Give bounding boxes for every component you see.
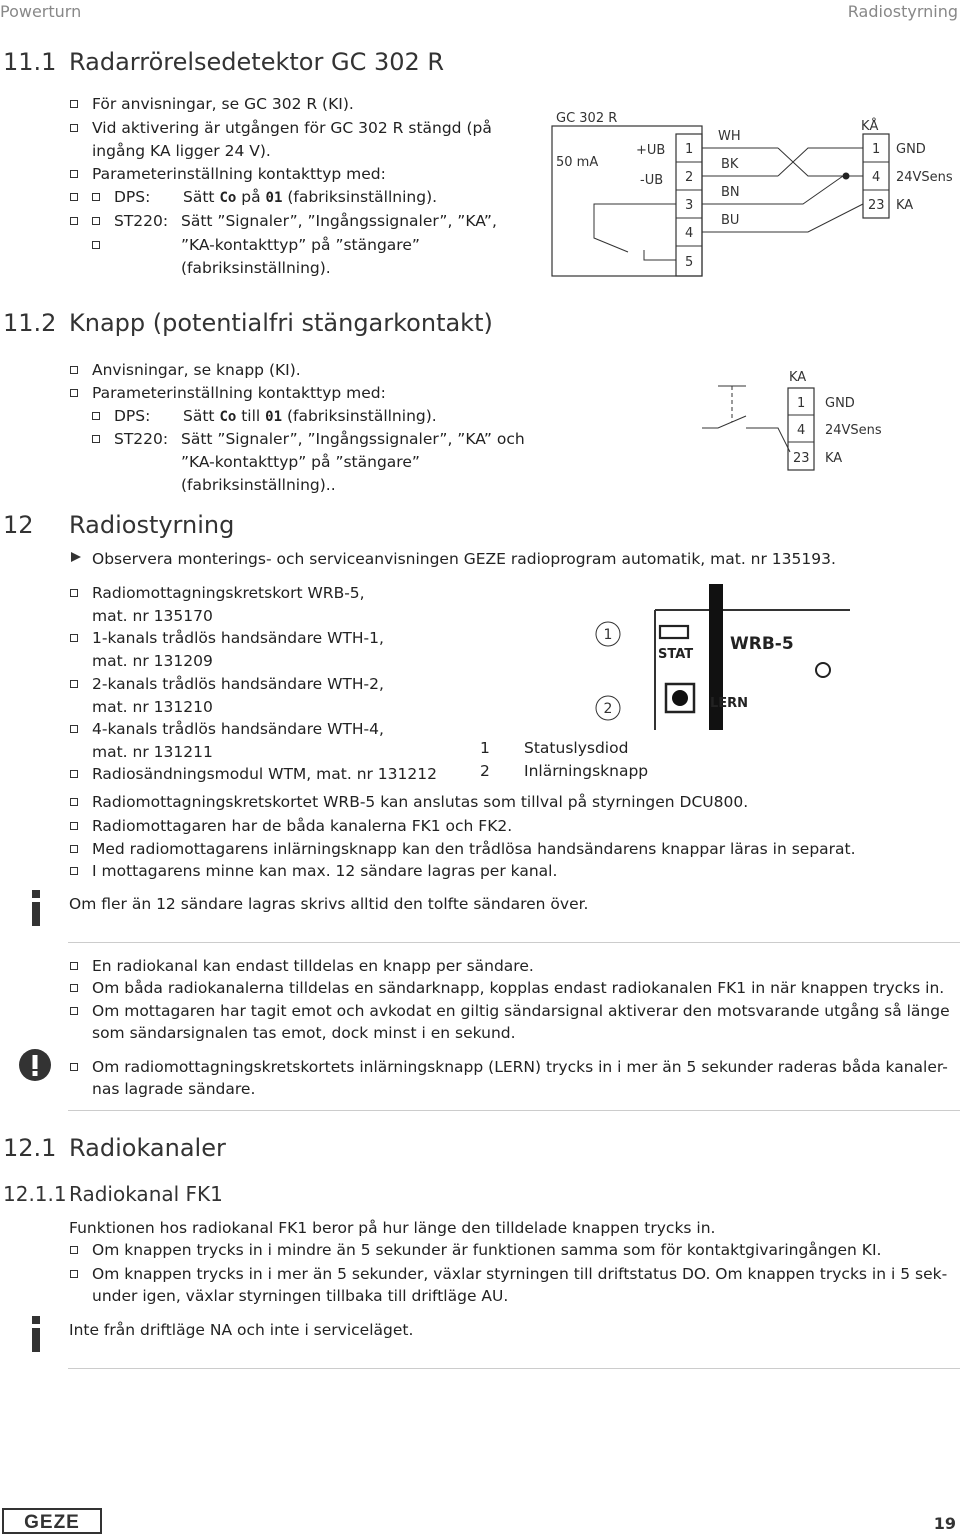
ka-signal-label: GND xyxy=(825,396,855,411)
lern-label: LERN xyxy=(710,696,749,711)
ka-head-label: KÅ xyxy=(861,119,879,134)
bullet-text: Med radiomottagarens inlärningsknapp kan den trådlösa handsändarens knappar läras in separat. xyxy=(92,840,856,858)
bullet-text: Parameterinställning kontakttyp med: xyxy=(92,384,386,402)
board-name-label: WRB-5 xyxy=(730,634,794,654)
bullet-text: Om båda radiokanalerna tilldelas en sändarknapp, kopplas endast radiokanalen FK1 in när knappen trycks in. xyxy=(92,979,945,997)
pin-label: 4 xyxy=(685,226,694,241)
bullet xyxy=(70,845,78,853)
bullet xyxy=(92,412,100,420)
page-number: 19 xyxy=(933,1514,956,1533)
dps-label: DPS: xyxy=(114,188,151,206)
section-title-12: Radiostyrning xyxy=(69,511,235,539)
bullet xyxy=(70,680,78,688)
wire-label: BN xyxy=(721,185,740,200)
bullet-text: I mottagarens minne kan max. 12 sändare lagras per kanal. xyxy=(92,862,558,880)
legend-number: 2 xyxy=(480,762,490,780)
bullet xyxy=(70,589,78,597)
intro-text: Funktionen hos radiokanal FK1 beror på hur länge den tilldelade knappen trycks in. xyxy=(69,1219,716,1237)
bullet xyxy=(70,389,78,397)
ub-plus-label: +UB xyxy=(636,143,666,158)
button-contact-diagram xyxy=(700,362,900,482)
header-right: Radiostyrning xyxy=(847,2,958,21)
callout-number: 2 xyxy=(603,701,613,717)
gc302r-wiring-diagram xyxy=(548,100,958,280)
bullet-text: under igen, växlar styrningen tillbaka till driftläge AU. xyxy=(92,1287,509,1305)
wire-label: WH xyxy=(718,129,741,144)
legend-label: Statuslysdiod xyxy=(524,739,629,757)
section-number-11-2: 11.2 xyxy=(3,309,57,337)
product-item: Radiosändningsmodul WTM, mat. nr 131212 xyxy=(92,765,437,783)
geze-logo xyxy=(2,1508,102,1534)
bullet xyxy=(92,435,100,443)
bullet xyxy=(70,1270,78,1278)
bullet xyxy=(70,1063,78,1071)
st220-text: ”KA-kontakttyp” på ”stängare” xyxy=(181,236,420,254)
ka-signal-label: KA xyxy=(825,451,843,466)
ka-pin-label: 4 xyxy=(797,423,806,438)
info-icon xyxy=(24,1314,48,1354)
section-number-12-1-1: 12.1.1 xyxy=(3,1182,67,1206)
pin-label: 5 xyxy=(685,255,694,270)
product-item: mat. nr 131209 xyxy=(92,652,213,670)
warning-icon xyxy=(18,1048,52,1082)
pin-label: 1 xyxy=(685,142,694,157)
st220-text: Sätt ”Signaler”, ”Ingångssignaler”, ”KA” och xyxy=(181,430,525,448)
product-item: 2-kanals trådlös handsändare WTH-2, xyxy=(92,675,384,693)
dps-label: DPS: xyxy=(114,407,151,425)
st220-label: ST220: xyxy=(114,212,169,230)
ma-label: 50 mA xyxy=(556,155,599,170)
st220-label: ST220: xyxy=(114,430,169,448)
ka-head-label: KA xyxy=(789,370,807,385)
wrb5-board-diagram xyxy=(590,580,860,730)
bullet-text: ingång KA ligger 24 V). xyxy=(92,142,271,160)
dps-instruction: Sätt Co till 01 (fabriksinställning). xyxy=(183,407,437,425)
section-title-11-1: Radarrörelsedetektor GC 302 R xyxy=(69,48,445,76)
ka-pin-label: 1 xyxy=(797,396,806,411)
section-number-12: 12 xyxy=(3,511,34,539)
bullet xyxy=(70,984,78,992)
bullet-text: Anvisningar, se knapp (KI). xyxy=(92,361,301,379)
bullet xyxy=(70,170,78,178)
bullet-text: Om knappen trycks in i mindre än 5 sekunder är funktionen samma som för kontaktgivaringången KI. xyxy=(92,1241,882,1259)
product-item: Radiomottagningskretskort WRB-5, xyxy=(92,584,365,602)
bullet xyxy=(70,193,78,201)
bullet xyxy=(70,124,78,132)
bullet-text: Om mottagaren har tagit emot och avkodat en giltig sändarsignal aktiverar den motsvarande utgång så länge xyxy=(92,1002,950,1020)
dps-instruction: Sätt Co på 01 (fabriksinställning). xyxy=(183,188,438,206)
st220-text: (fabriksinställning).. xyxy=(181,476,336,494)
bullet xyxy=(92,193,100,201)
bullet xyxy=(70,1007,78,1015)
arrow-right-icon xyxy=(70,551,82,563)
status-led xyxy=(660,626,688,638)
section-title-12-1: Radiokanaler xyxy=(69,1134,226,1162)
bullet-text: Parameterinställning kontakttyp med: xyxy=(92,165,386,183)
warning-text: Om radiomottagningskretskortets inlärningsknapp (LERN) trycks in i mer än 5 sekunder raderas båda kanaler- xyxy=(92,1058,948,1076)
bullet-text: En radiokanal kan endast tilldelas en knapp per sändare. xyxy=(92,957,534,975)
st220-text: Sätt ”Signaler”, ”Ingångssignaler”, ”KA”, xyxy=(181,212,497,230)
product-item: mat. nr 131211 xyxy=(92,743,213,761)
bullet-text: Radiomottagningskretskortet WRB-5 kan anslutas som tillval på styrningen DCU800. xyxy=(92,793,749,811)
ka-pin-label: 1 xyxy=(872,142,881,157)
product-item: mat. nr 135170 xyxy=(92,607,213,625)
lern-button xyxy=(672,690,688,706)
bullet xyxy=(70,725,78,733)
bullet xyxy=(70,867,78,875)
ub-minus-label: -UB xyxy=(640,173,664,188)
bullet xyxy=(70,100,78,108)
divider xyxy=(68,1368,960,1369)
bullet xyxy=(92,217,100,225)
bullet-text: För anvisningar, se GC 302 R (KI). xyxy=(92,95,354,113)
ka-signal-label: 24VSens xyxy=(825,423,882,438)
bullet xyxy=(92,241,100,249)
bullet xyxy=(70,962,78,970)
ka-signal-label: KA xyxy=(896,198,914,213)
section-number-11-1: 11.1 xyxy=(3,48,57,76)
bullet xyxy=(70,822,78,830)
ka-signal-label: GND xyxy=(896,142,926,157)
stat-label: STAT xyxy=(658,647,694,662)
callout-number: 1 xyxy=(603,627,613,643)
bullet xyxy=(70,217,78,225)
section-title-11-2: Knapp (potentialfri stängarkontakt) xyxy=(69,309,493,337)
st220-text: (fabriksinställning). xyxy=(181,259,331,277)
note-text: Observera monterings- och serviceanvisningen GEZE radioprogram automatik, mat. nr 135193. xyxy=(92,550,836,568)
info-text: Inte från driftläge NA och inte i serviceläget. xyxy=(69,1321,414,1339)
section-title-12-1-1: Radiokanal FK1 xyxy=(69,1182,223,1206)
device-label: GC 302 R xyxy=(556,111,618,126)
bullet xyxy=(70,634,78,642)
bullet-text: Radiomottagaren har de båda kanalerna FK1 och FK2. xyxy=(92,817,513,835)
section-number-12-1: 12.1 xyxy=(3,1134,57,1162)
bullet-text: som sändarsignalen tas emot, dock minst i en sekund. xyxy=(92,1024,516,1042)
info-text: Om fler än 12 sändare lagras skrivs alltid den tolfte sändaren över. xyxy=(69,895,589,913)
ka-pin-label: 23 xyxy=(868,198,885,213)
legend-label: Inlärningsknapp xyxy=(524,762,649,780)
ka-signal-label: 24VSens xyxy=(896,170,953,185)
st220-text: ”KA-kontakttyp” på ”stängare” xyxy=(181,453,420,471)
wire-label: BK xyxy=(721,157,739,172)
product-item: 1-kanals trådlös handsändare WTH-1, xyxy=(92,629,384,647)
info-icon xyxy=(24,888,48,928)
divider xyxy=(68,942,960,943)
divider xyxy=(68,1110,960,1111)
legend-number: 1 xyxy=(480,739,490,757)
product-item: 4-kanals trådlös handsändare WTH-4, xyxy=(92,720,384,738)
bullet xyxy=(70,798,78,806)
header-left: Powerturn xyxy=(0,2,82,21)
pin-label: 3 xyxy=(685,198,694,213)
warning-text: nas lagrade sändare. xyxy=(92,1080,256,1098)
bullet xyxy=(70,770,78,778)
bullet xyxy=(70,1246,78,1254)
svg-text:GEZE: GEZE xyxy=(24,1512,80,1533)
bullet-text: Om knappen trycks in i mer än 5 sekunder, växlar styrningen till driftstatus DO. Om knappen trycks in i 5 sek- xyxy=(92,1265,948,1283)
pin-label: 2 xyxy=(685,170,694,185)
bullet-text: Vid aktivering är utgången för GC 302 R stängd (på xyxy=(92,119,492,137)
ka-pin-label: 23 xyxy=(793,451,810,466)
product-item: mat. nr 131210 xyxy=(92,698,213,716)
bullet xyxy=(70,366,78,374)
wire-label: BU xyxy=(721,213,740,228)
ka-pin-label: 4 xyxy=(872,170,881,185)
